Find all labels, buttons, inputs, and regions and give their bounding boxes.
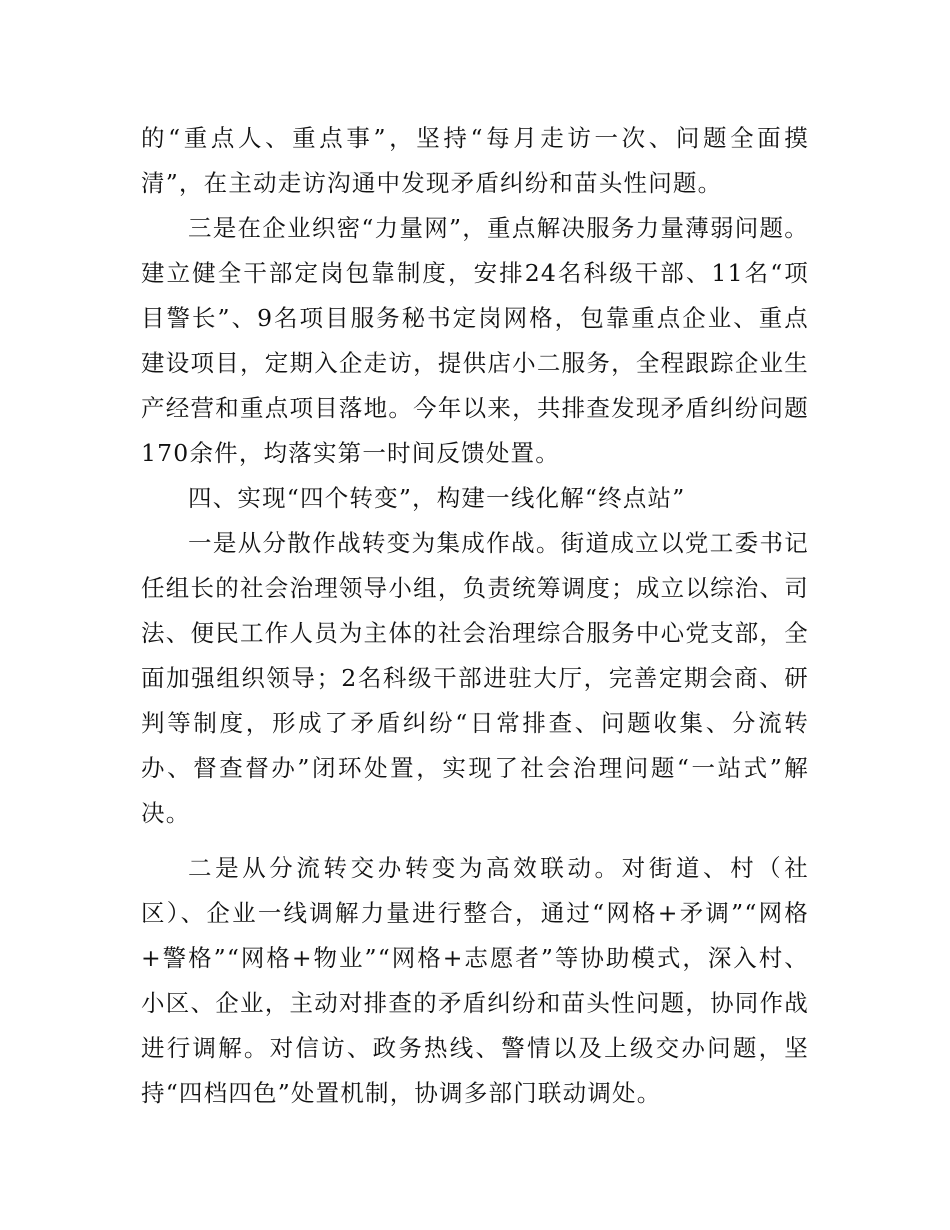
paragraph-enterprise-force-net: 三是在企业织密“力量网”，重点解决服务力量薄弱问题。建立健全干部定岗包靠制度，安排24名科级干部、11名“项目警长”、9名项目服务秘书定岗网格，包靠重点企业、重点建设项目，定期入企走访，提供店小二服务，全程跟踪企业生产经营和重点项目落地。今年以来，共排查发现矛盾纠纷问题170余件，均落实第一时间反馈处置。 <box>141 214 809 467</box>
section-heading-four-transformations: 四、实现“四个转变”，构建一线化解“终点站” <box>188 484 686 512</box>
document-body <box>141 116 809 1116</box>
paragraph-continuation: 的“重点人、重点事”，坚持“每月走访一次、问题全面摸清”，在主动走访沟通中发现矛盾纠纷和苗头性问题。 <box>141 124 809 197</box>
paragraph-efficient-linkage: 二是从分流转交办转变为高效联动。对街道、村（社区）、企业一线调解力量进行整合，通过“网格+矛调”“网格+警格”“网格+物业”“网格+志愿者”等协助模式，深入村、小区、企业，主动对排查的矛盾纠纷和苗头性问题，协同作战进行调解。对信访、政务热线、警情以及上级交办问题，坚持“四档四色”处置机制，协调多部门联动调处。 <box>141 854 809 1107</box>
paragraph-integrated-operations: 一是从分散作战转变为集成作战。街道成立以党工委书记任组长的社会治理领导小组，负责统筹调度；成立以综治、司法、便民工作人员为主体的社会治理综合服务中心党支部，全面加强组织领导；2名科级干部进驻大厅，完善定期会商、研判等制度，形成了矛盾纠纷“日常排查、问题收集、分流转办、督查督办”闭环处置，实现了社会治理问题“一站式”解决。 <box>141 529 809 827</box>
